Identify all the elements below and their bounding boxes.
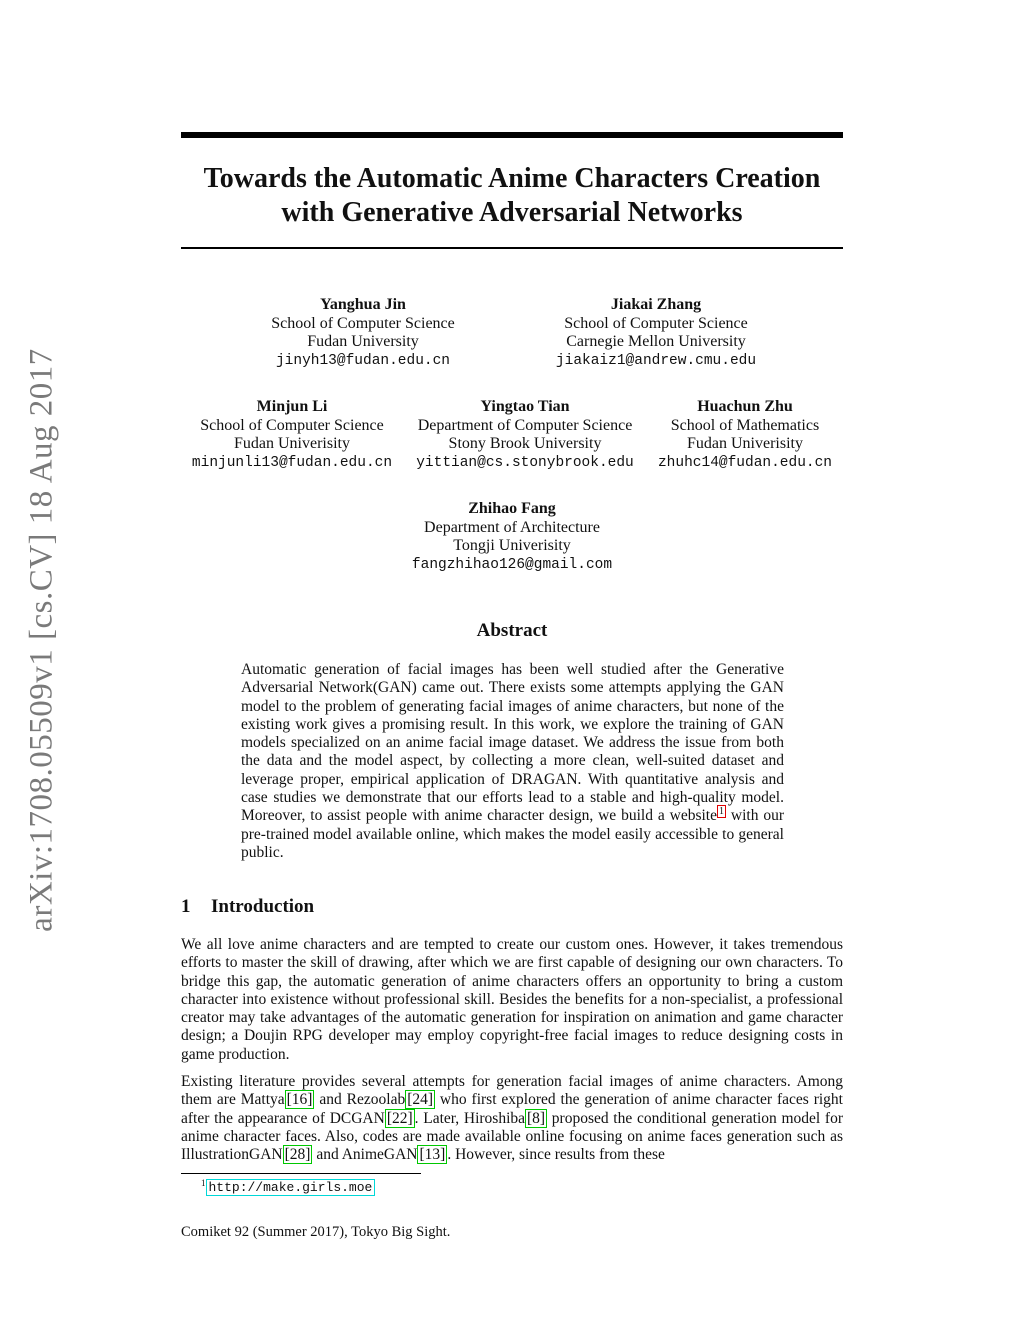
title-line-2: with Generative Adversarial Networks bbox=[281, 197, 743, 228]
author-email: yittian@cs.stonybrook.edu bbox=[416, 454, 634, 471]
author-name: Zhihao Fang bbox=[468, 500, 556, 517]
citation-link-28[interactable]: [28] bbox=[284, 1146, 311, 1164]
section-heading-introduction bbox=[181, 896, 314, 918]
author-dept: School of Computer Science bbox=[564, 314, 748, 332]
author-inst: Fudan Univerisity bbox=[687, 435, 803, 452]
title-line-1: Towards the Automatic Anime Characters Creation bbox=[203, 163, 821, 194]
abstract-heading: Abstract bbox=[476, 620, 548, 641]
citation-link-16[interactable]: [16] bbox=[286, 1091, 313, 1109]
author-block-jin bbox=[271, 296, 455, 370]
title-top-rule bbox=[181, 132, 843, 138]
author-name: Huachun Zhu bbox=[697, 398, 793, 415]
citation-link-24[interactable]: [24] bbox=[407, 1091, 434, 1109]
author-inst: Tongji Univerisity bbox=[453, 537, 571, 554]
author-name: Minjun Li bbox=[256, 398, 328, 415]
section-number: 1 bbox=[181, 896, 191, 917]
paragraph-text: and Rezoolab bbox=[314, 1091, 406, 1109]
author-block-zhang bbox=[556, 296, 756, 370]
author-block-li bbox=[192, 398, 392, 472]
intro-paragraph-1: We all love anime characters and are tempted to create our custom ones. However, it takes tremendous efforts to master the skill of drawing, after which we are first capable of designing our own characters. To bridge this gap, the automatic generation of anime characters offers an opportunity to bring a custom character into existence without professional skill. Besides the benefits for a non-specialist, a professional creator may take advantages of the automatic generation for inspiration on animation and game character design; a Doujin RPG developer may employ copyright-free facial images to reduce designing costs in game production. bbox=[181, 936, 843, 1063]
author-email: jinyh13@fudan.edu.cn bbox=[275, 352, 451, 369]
citation-link-8[interactable]: [8] bbox=[527, 1109, 546, 1127]
paragraph-text: Existing literature provides several attempts for generation facial images of anime characters. Among them are Mattya bbox=[181, 1073, 843, 1109]
citation-link-22[interactable]: [22] bbox=[386, 1109, 413, 1127]
author-dept: Department of Architecture bbox=[424, 518, 600, 536]
footnote bbox=[201, 1178, 375, 1195]
paragraph-text: and AnimeGAN bbox=[312, 1146, 418, 1164]
venue-line: Comiket 92 (Summer 2017), Tokyo Big Sight. bbox=[181, 1224, 451, 1240]
arxiv-identifier: arXiv:1708.05509v1 [cs.CV] 18 Aug 2017 bbox=[23, 348, 60, 932]
footnote-ref-link[interactable]: 1 bbox=[718, 806, 724, 818]
author-email: zhuhc14@fudan.edu.cn bbox=[657, 454, 833, 471]
paragraph-text: proposed the conditional generation model for anime character faces. Also, codes are made available online focusing on anime faces generation such as IllustrationGAN bbox=[181, 1109, 843, 1164]
author-email: fangzhihao126@gmail.com bbox=[411, 556, 613, 573]
author-email: minjunli13@fudan.edu.cn bbox=[191, 454, 393, 471]
footnote-mark: 1 bbox=[201, 1178, 206, 1188]
author-inst: Fudan Univerisity bbox=[233, 435, 350, 452]
author-dept: School of Mathematics bbox=[670, 416, 820, 434]
author-dept: School of Computer Science bbox=[200, 416, 384, 434]
title-bottom-rule bbox=[181, 247, 843, 249]
author-block-fang bbox=[412, 500, 612, 574]
intro-paragraph-2 bbox=[181, 1073, 843, 1164]
abstract-text: Automatic generation of facial images has been well studied after the Generative Adversarial Network(GAN) came out. There exists some attempts applying the GAN model to the problem of generating facial images of anime characters, but none of the existing work gives a promising result. In this work, we explore the training of GAN models specialized on an anime facial image dataset. We address the issue from both the data and the model aspect, by collecting a more clean, well-suited dataset and leverage proper, empirical application of DRAGAN. With quantitative analysis and case studies we demonstrate that our efforts lead to a stable and high-quality model. Moreover, to assist people with anime character design, we build a website bbox=[241, 661, 784, 825]
paper-title bbox=[181, 162, 843, 230]
author-name: Yingtao Tian bbox=[480, 398, 570, 415]
author-dept: Department of Computer Science bbox=[417, 416, 633, 434]
author-name: Yanghua Jin bbox=[320, 296, 406, 313]
author-block-tian bbox=[416, 398, 634, 472]
paragraph-text: who first explored the generation of anime character faces right after the appearance of DCGAN bbox=[181, 1091, 843, 1127]
author-block-zhu bbox=[658, 398, 832, 472]
paragraph-text: . Later, Hiroshiba bbox=[414, 1109, 526, 1127]
paragraph-text: . However, since results from these bbox=[447, 1146, 665, 1164]
author-name: Jiakai Zhang bbox=[610, 296, 702, 313]
author-inst: Fudan University bbox=[307, 333, 419, 350]
author-inst: Stony Brook University bbox=[448, 435, 602, 452]
author-inst: Carnegie Mellon University bbox=[566, 333, 746, 350]
abstract-text-end: with our pre-trained model available online, which makes the model easily accessible to general public. bbox=[241, 807, 785, 861]
footnote-rule bbox=[181, 1173, 421, 1174]
footnote-url-link[interactable]: http://make.girls.moe bbox=[206, 1179, 376, 1196]
citation-link-13[interactable]: [13] bbox=[419, 1146, 446, 1164]
author-email: jiakaiz1@andrew.cmu.edu bbox=[555, 352, 757, 369]
author-dept: School of Computer Science bbox=[271, 314, 455, 332]
abstract-body bbox=[241, 661, 784, 862]
section-title: Introduction bbox=[211, 896, 315, 917]
